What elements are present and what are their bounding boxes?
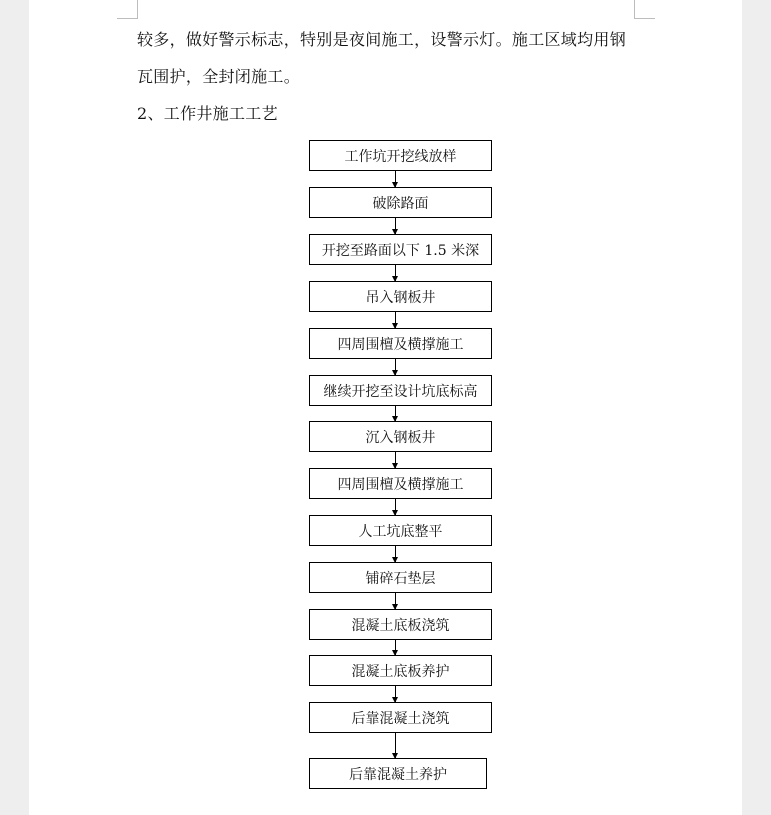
flow-step-10: 铺碎石垫层 xyxy=(309,562,492,593)
flow-step-9: 人工坑底整平 xyxy=(309,515,492,546)
paragraph-line-2: 瓦围护，全封闭施工。 xyxy=(137,67,301,86)
flow-arrow-2 xyxy=(395,218,396,234)
flow-step-14: 后靠混凝土养护 xyxy=(309,758,487,789)
page-margin-corner-right xyxy=(634,0,655,19)
flow-arrow-13 xyxy=(395,733,396,758)
flow-arrow-9 xyxy=(395,546,396,562)
flow-arrow-4 xyxy=(395,312,396,328)
flow-arrow-1 xyxy=(395,171,396,187)
flow-arrow-8 xyxy=(395,499,396,515)
flow-arrow-12 xyxy=(395,686,396,702)
section-heading: 2、工作井施工工艺 xyxy=(137,104,278,123)
flow-arrow-7 xyxy=(395,452,396,468)
flow-step-8: 四周围檀及横撑施工 xyxy=(309,468,492,499)
flow-arrow-10 xyxy=(395,593,396,609)
flow-step-11: 混凝土底板浇筑 xyxy=(309,609,492,640)
flow-arrow-5 xyxy=(395,359,396,375)
flow-arrow-3 xyxy=(395,265,396,281)
flow-step-5: 四周围檀及横撑施工 xyxy=(309,328,492,359)
paragraph-line-1: 较多，做好警示标志，特别是夜间施工，设警示灯。施工区域均用钢 xyxy=(137,30,627,49)
flow-step-1: 工作坑开挖线放样 xyxy=(309,140,492,171)
flow-step-12: 混凝土底板养护 xyxy=(309,655,492,686)
flow-arrow-11 xyxy=(395,640,396,655)
flow-arrow-6 xyxy=(395,406,396,421)
flow-step-4: 吊入钢板井 xyxy=(309,281,492,312)
flow-step-3: 开挖至路面以下 1.5 米深 xyxy=(309,234,492,265)
flow-step-6: 继续开挖至设计坑底标高 xyxy=(309,375,492,406)
page-margin-corner-left xyxy=(117,0,138,19)
flow-step-7: 沉入钢板井 xyxy=(309,421,492,452)
flow-step-13: 后靠混凝土浇筑 xyxy=(309,702,492,733)
flow-step-2: 破除路面 xyxy=(309,187,492,218)
document-page xyxy=(29,0,742,815)
